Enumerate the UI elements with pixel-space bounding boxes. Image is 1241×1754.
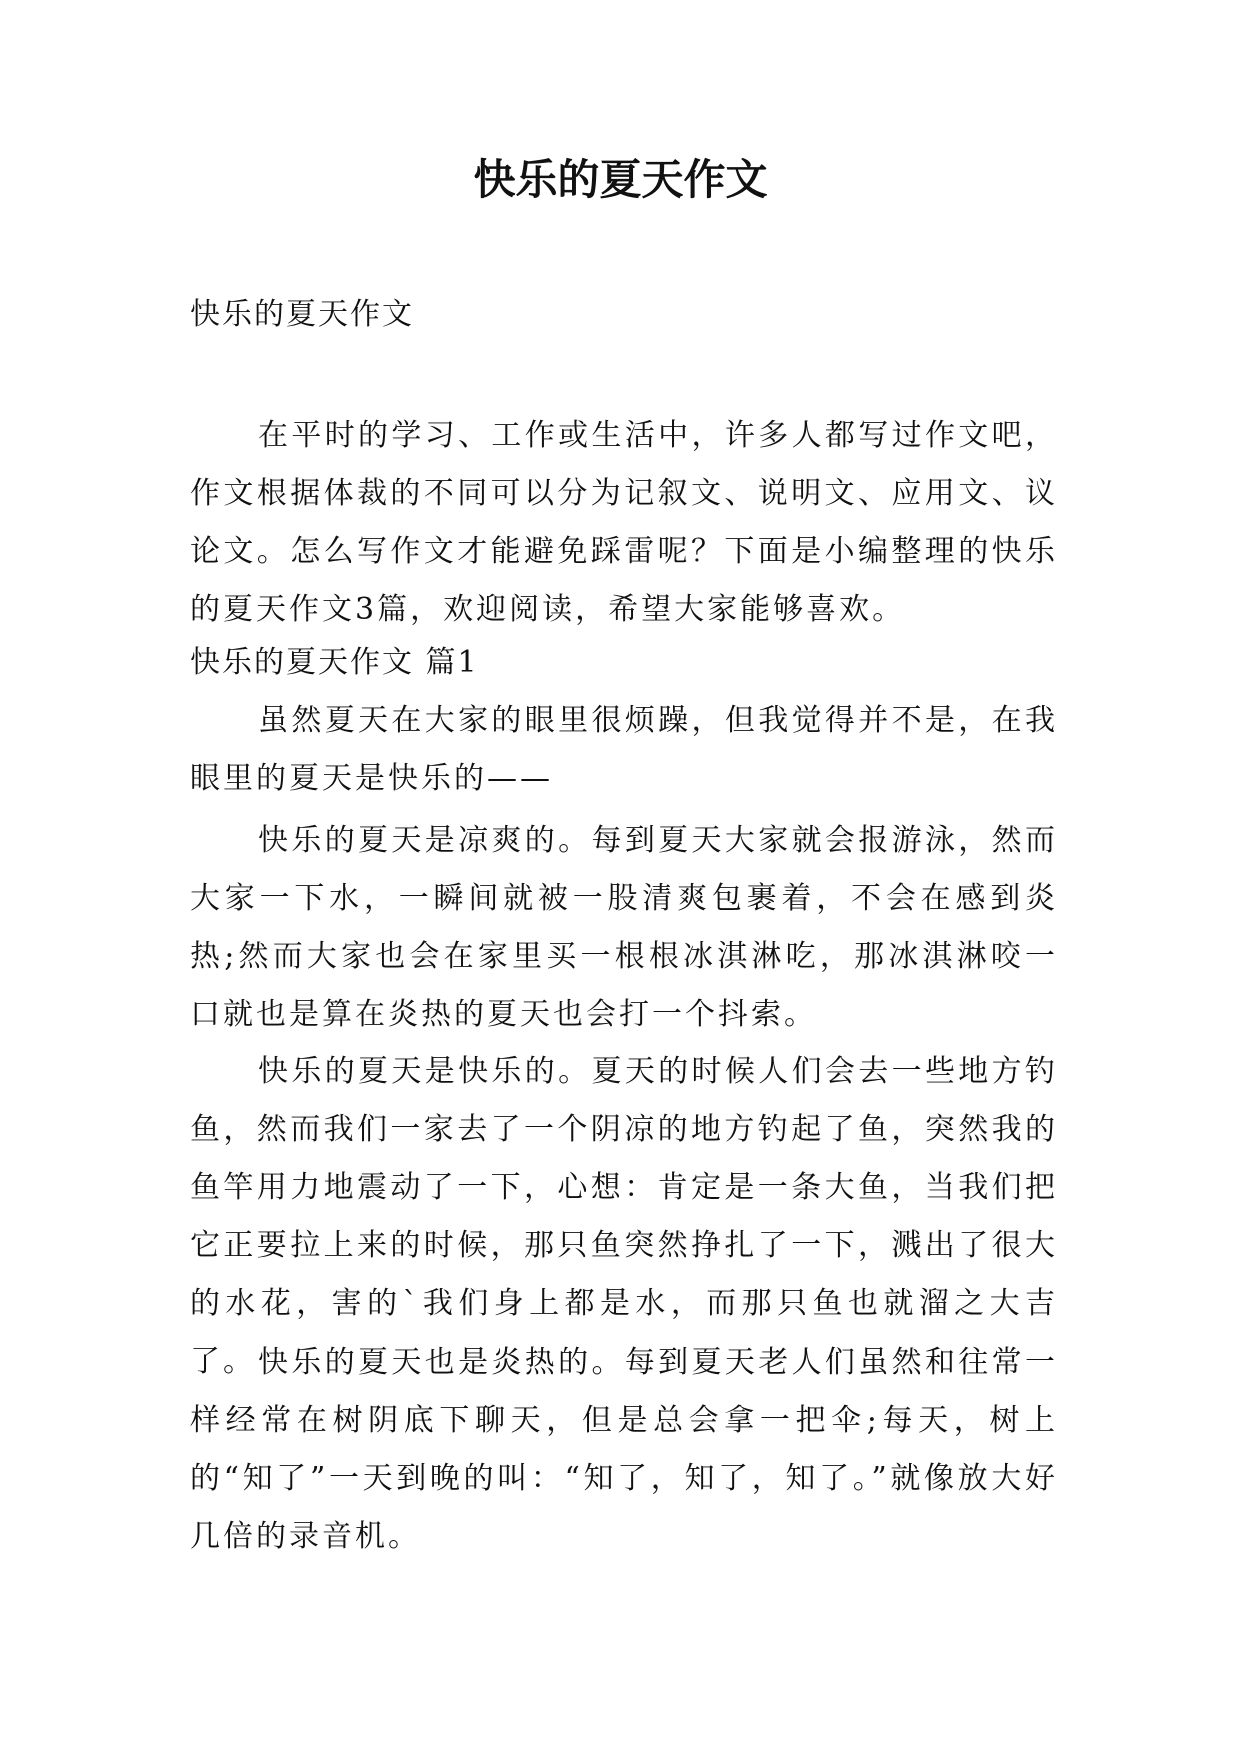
intro-paragraph: 在平时的学习、工作或生活中，许多人都写过作文吧，作文根据体裁的不同可以分为记叙文、说明文、应用文、议论文。怎么写作文才能避免踩雷呢？下面是小编整理的快乐的夏天作文3篇，欢迎阅读，希望大家能够喜欢。	[190, 418, 1058, 627]
section-label: 快乐的夏天作文 篇1	[190, 645, 479, 680]
body-paragraph: 快乐的夏天是快乐的。夏天的时候人们会去一些地方钓鱼，然而我们一家去了一个阴凉的地方钓起了鱼，突然我的鱼竿用力地震动了一下，心想：肯定是一条大鱼，当我们把它正要拉上来的时候，那只鱼突然挣扎了一下，溅出了很大的水花，害的`我们身上都是水，而那只鱼也就溜之大吉了。	[190, 1054, 1058, 1379]
body-paragraph: 快乐的夏天也是炎热的。每到夏天老人们虽然和往常一样经常在树阴底下聊天，但是总会拿一把伞;每天，树上的“知了”一天到晚的叫：“知了，知了，知了。”就像放大好几倍的录音机。	[190, 1345, 1058, 1554]
document-title: 快乐的夏天作文	[473, 155, 768, 204]
body-paragraph: 快乐的夏天是凉爽的。每到夏天大家就会报游泳，然而大家一下水，一瞬间就被一股清爽包裹着，不会在感到炎热;然而大家也会在家里买一根根冰淇淋吃，那冰淇淋咬一口就也是算在炎热的夏天也会打一个抖索。	[190, 823, 1058, 1032]
document-heading: 快乐的夏天作文	[190, 297, 414, 332]
body-paragraph: 虽然夏天在大家的眼里很烦躁，但我觉得并不是，在我眼里的夏天是快乐的——	[190, 703, 1058, 796]
